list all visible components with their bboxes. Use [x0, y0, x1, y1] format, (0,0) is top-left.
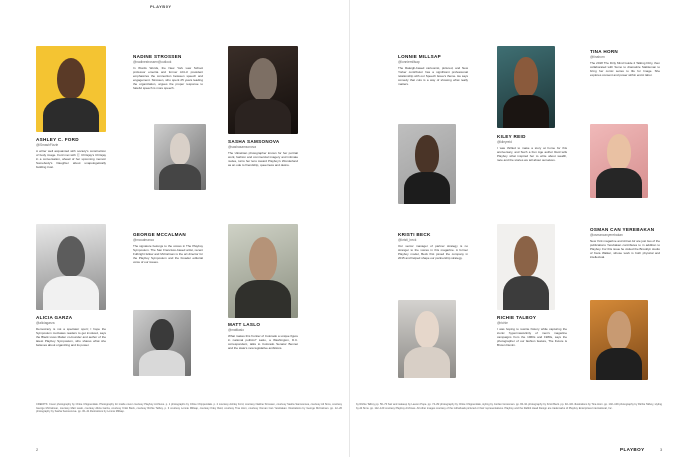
portrait-body	[596, 168, 642, 198]
profile-bio: I was hoping to rewrite history while capturing the iconic hypermasculinity of men's magazine campaigns from the 1960s and 1980s, says the photographer of our fashion feature, The Future is Brown Denim.	[497, 327, 567, 348]
profile-bio: Democracy is not a spectator sport; I hope the Symposium motivates readers to get involved, says the Black Lives Matter co-founder and author of the latest Playboy Symposium, who shares what she believes about organizing and its power.	[36, 327, 106, 348]
portrait-body	[503, 276, 549, 310]
profile-name: RICHIE TALBOY	[497, 315, 537, 320]
profile-name: MATT LASLO	[228, 322, 261, 327]
brand-wordmark: PLAYBOY	[620, 447, 645, 452]
portrait-face	[170, 133, 191, 165]
profile-name: KRISTI BECK	[398, 232, 431, 237]
section-header: PLAYB0Y	[150, 4, 172, 9]
portrait-ashley-ford	[36, 46, 106, 132]
profile-handle: @nadinestrossen@outlook	[133, 60, 172, 64]
credits-left: CREDITS: Cover photography by Chloe Chippendale. Photography for inside cover courtesy Playboy Archives. p. 1 photographs by Chloe Chippendale. p. 2 courtesy Ashley Ford, courtesy Nadine Strossen, courtesy Sasha Samsonova, courtesy Ali Sims, courtesy George McCalman, courtesy Matt Laslo, courtesy Alicia Garza, courtesy Kristi Beck, courtesy Richie Talboy. p. 3 courtesy Lonnie Millsap, courtesy Kiley Reid, courtesy Tina Horn, courtesy Osman Can Yerebakan. Illustrations by George McCalman. pp. 12–26 photography by Sasha Samsonova. pp. 30–41 illustrations by Lonnie Millsap.	[36, 403, 342, 413]
page-gutter	[349, 0, 350, 457]
profile-handle: @aliciagarza	[36, 321, 55, 325]
portrait-face	[607, 134, 630, 170]
page-number-left: 2	[36, 447, 39, 452]
profile-bio: The Raleigh-based cartoonist, pictured, and New Yorker contributor has a significant professional relationship with our Speech Issue's theme. He says comedy that cuts is a way of showing what really matters.	[398, 66, 468, 87]
profile-name: ALICIA GARZA	[36, 315, 73, 320]
profile-handle: @mccalmanco	[133, 238, 155, 242]
portrait-face	[57, 58, 85, 99]
profile-bio: I was thrilled to make a story at home for this anniversary, and Such a Fun Age author Reid tells Playboy what inspired her to write about wealth, race and the stories we tell about ourselves.	[497, 146, 567, 163]
profile-bio: In Words Words, the New York Law School professor emerita and former ACLU president emphasizes the connection between speech and engagement. Strossen, who spent 25 years leading the organization, argues the proper response to hateful speech is more speech.	[133, 66, 203, 91]
profile-handle: @richie	[497, 321, 508, 325]
portrait-face	[415, 135, 438, 173]
profile-name: SASHA SAMSONOVA	[228, 139, 280, 144]
portrait-kiley-reid	[497, 46, 555, 128]
portrait-kristi-beck	[398, 300, 456, 378]
profile-name: KILEY REID	[497, 134, 526, 139]
profile-bio: Our senior manager of partner strategy is no stranger to the voices in this magazine. A former Playboy model, Beck first joined the company in 2015 and helped shape our partnership strategy.	[398, 244, 468, 261]
profile-handle: @kileyreid	[497, 140, 512, 144]
profile-handle: @kristi_beck	[398, 238, 417, 242]
profile-bio: A writer well acquainted with society's construction of body image. Ford met with Ⓒ Chrisjay's Chrisjay in a conversation, ahead of her upcoming memoir Somebody's Daughter about unapologetically building trust.	[36, 149, 106, 170]
portrait-matt-laslo	[228, 224, 298, 318]
portrait-face	[150, 319, 173, 351]
portrait-alicia-garza	[36, 224, 106, 310]
portrait-lonnie-millsap	[398, 124, 456, 204]
profile-bio: The signature belongs to the voices in The Playboy Symposium. The San Francisco-based artist, recent Fulbright fellow and McCalman is the art director for the Playboy Symposium and the broader editorial voice of our issues.	[133, 244, 203, 265]
portrait-face	[249, 58, 277, 100]
portrait-body	[159, 164, 201, 190]
profile-bio: New York magazine and Artnet Air are just two of the publications Yerebakan contributes to in addition to Playboy. For this issue he visited the Brooklyn studio of Kara Walker, whose work is both physical and intellectual.	[590, 239, 660, 260]
portrait-face	[514, 236, 537, 277]
portrait-body	[404, 172, 450, 204]
portrait-sasha-samsonova	[228, 46, 298, 134]
portrait-face	[57, 236, 85, 277]
portrait-tina-horn	[590, 124, 648, 198]
portrait-body	[235, 280, 291, 318]
portrait-nadine-strossen	[154, 124, 206, 190]
portrait-body	[139, 350, 185, 376]
portrait-body	[503, 95, 549, 128]
profile-name: LONNIE MILLSAP	[398, 54, 441, 59]
profile-handle: @iSmashFizzle	[36, 143, 59, 147]
profile-name: GEORGE MCCALMAN	[133, 232, 186, 237]
portrait-face	[249, 237, 277, 282]
profile-name: TINA HORN	[590, 49, 619, 54]
portrait-face	[415, 311, 438, 348]
portrait-body	[43, 98, 99, 132]
page-number-right: 3	[660, 447, 663, 452]
profile-name: OSMAN CAN YEREBAKAN	[590, 227, 655, 232]
portrait-face	[607, 311, 630, 349]
profile-handle: @sashasamsonova	[228, 145, 257, 149]
credits-right: by Richie Talboy pp. 56–70 hair and makeup by Lauren Pope. pp. 74–82 photography by Chloe Chippendale, styling by Jordan Grossman. pp. 84–91 photography by Kristi Beck. pp. 92–101 illustrations by Tina Horn. pp. 102–109 photography by Richie Talboy, styling by Ali Sims. pp. 112–120 courtesy Playboy Archives. All other images courtesy of the individuals pictured or their representatives. Playboy and the Rabbit Head Design are trademarks of Playboy Enterprises International, Inc.	[356, 403, 662, 410]
profile-bio: The Ukrainian photographer known for her portrait work, fashion and commercial imagery and intimate nudes, turns her lens toward Playboy's Wonderland as an ode to friendship, queerness and desire.	[228, 151, 298, 168]
profile-name: ASHLEY C. FORD	[36, 137, 79, 142]
portrait-body	[404, 347, 450, 378]
profile-bio: The 2018 The Dirty Mind Guide 2 Talking Dirty, then collaborated with Sumo to dramatize Stableman to bring her comic series to life for Image. She explores consent and power within erotic labor.	[590, 61, 660, 78]
portrait-richie-talboy	[497, 224, 555, 310]
portrait-body	[235, 99, 291, 134]
portrait-body	[596, 348, 642, 380]
portrait-osman-can-yerebakan	[590, 300, 648, 380]
portrait-body	[43, 276, 99, 310]
profile-handle: @mattlaslo	[228, 328, 244, 332]
portrait-face	[514, 57, 537, 96]
profile-name: NADINE STROSSEN	[133, 54, 182, 59]
profile-bio: What makes this frontier of Colorado a unique figure in national politics? Laslo, a Washington, D.C. correspondent, talks to Colorado Senator Bennet and the state's new legislative ambitions.	[228, 334, 298, 351]
profile-handle: @tinahorn	[590, 55, 605, 59]
profile-handle: @lonniemillsap	[398, 60, 420, 64]
portrait-george-mccalman	[133, 310, 191, 376]
profile-handle: @osmancanyerebakan	[590, 233, 623, 237]
